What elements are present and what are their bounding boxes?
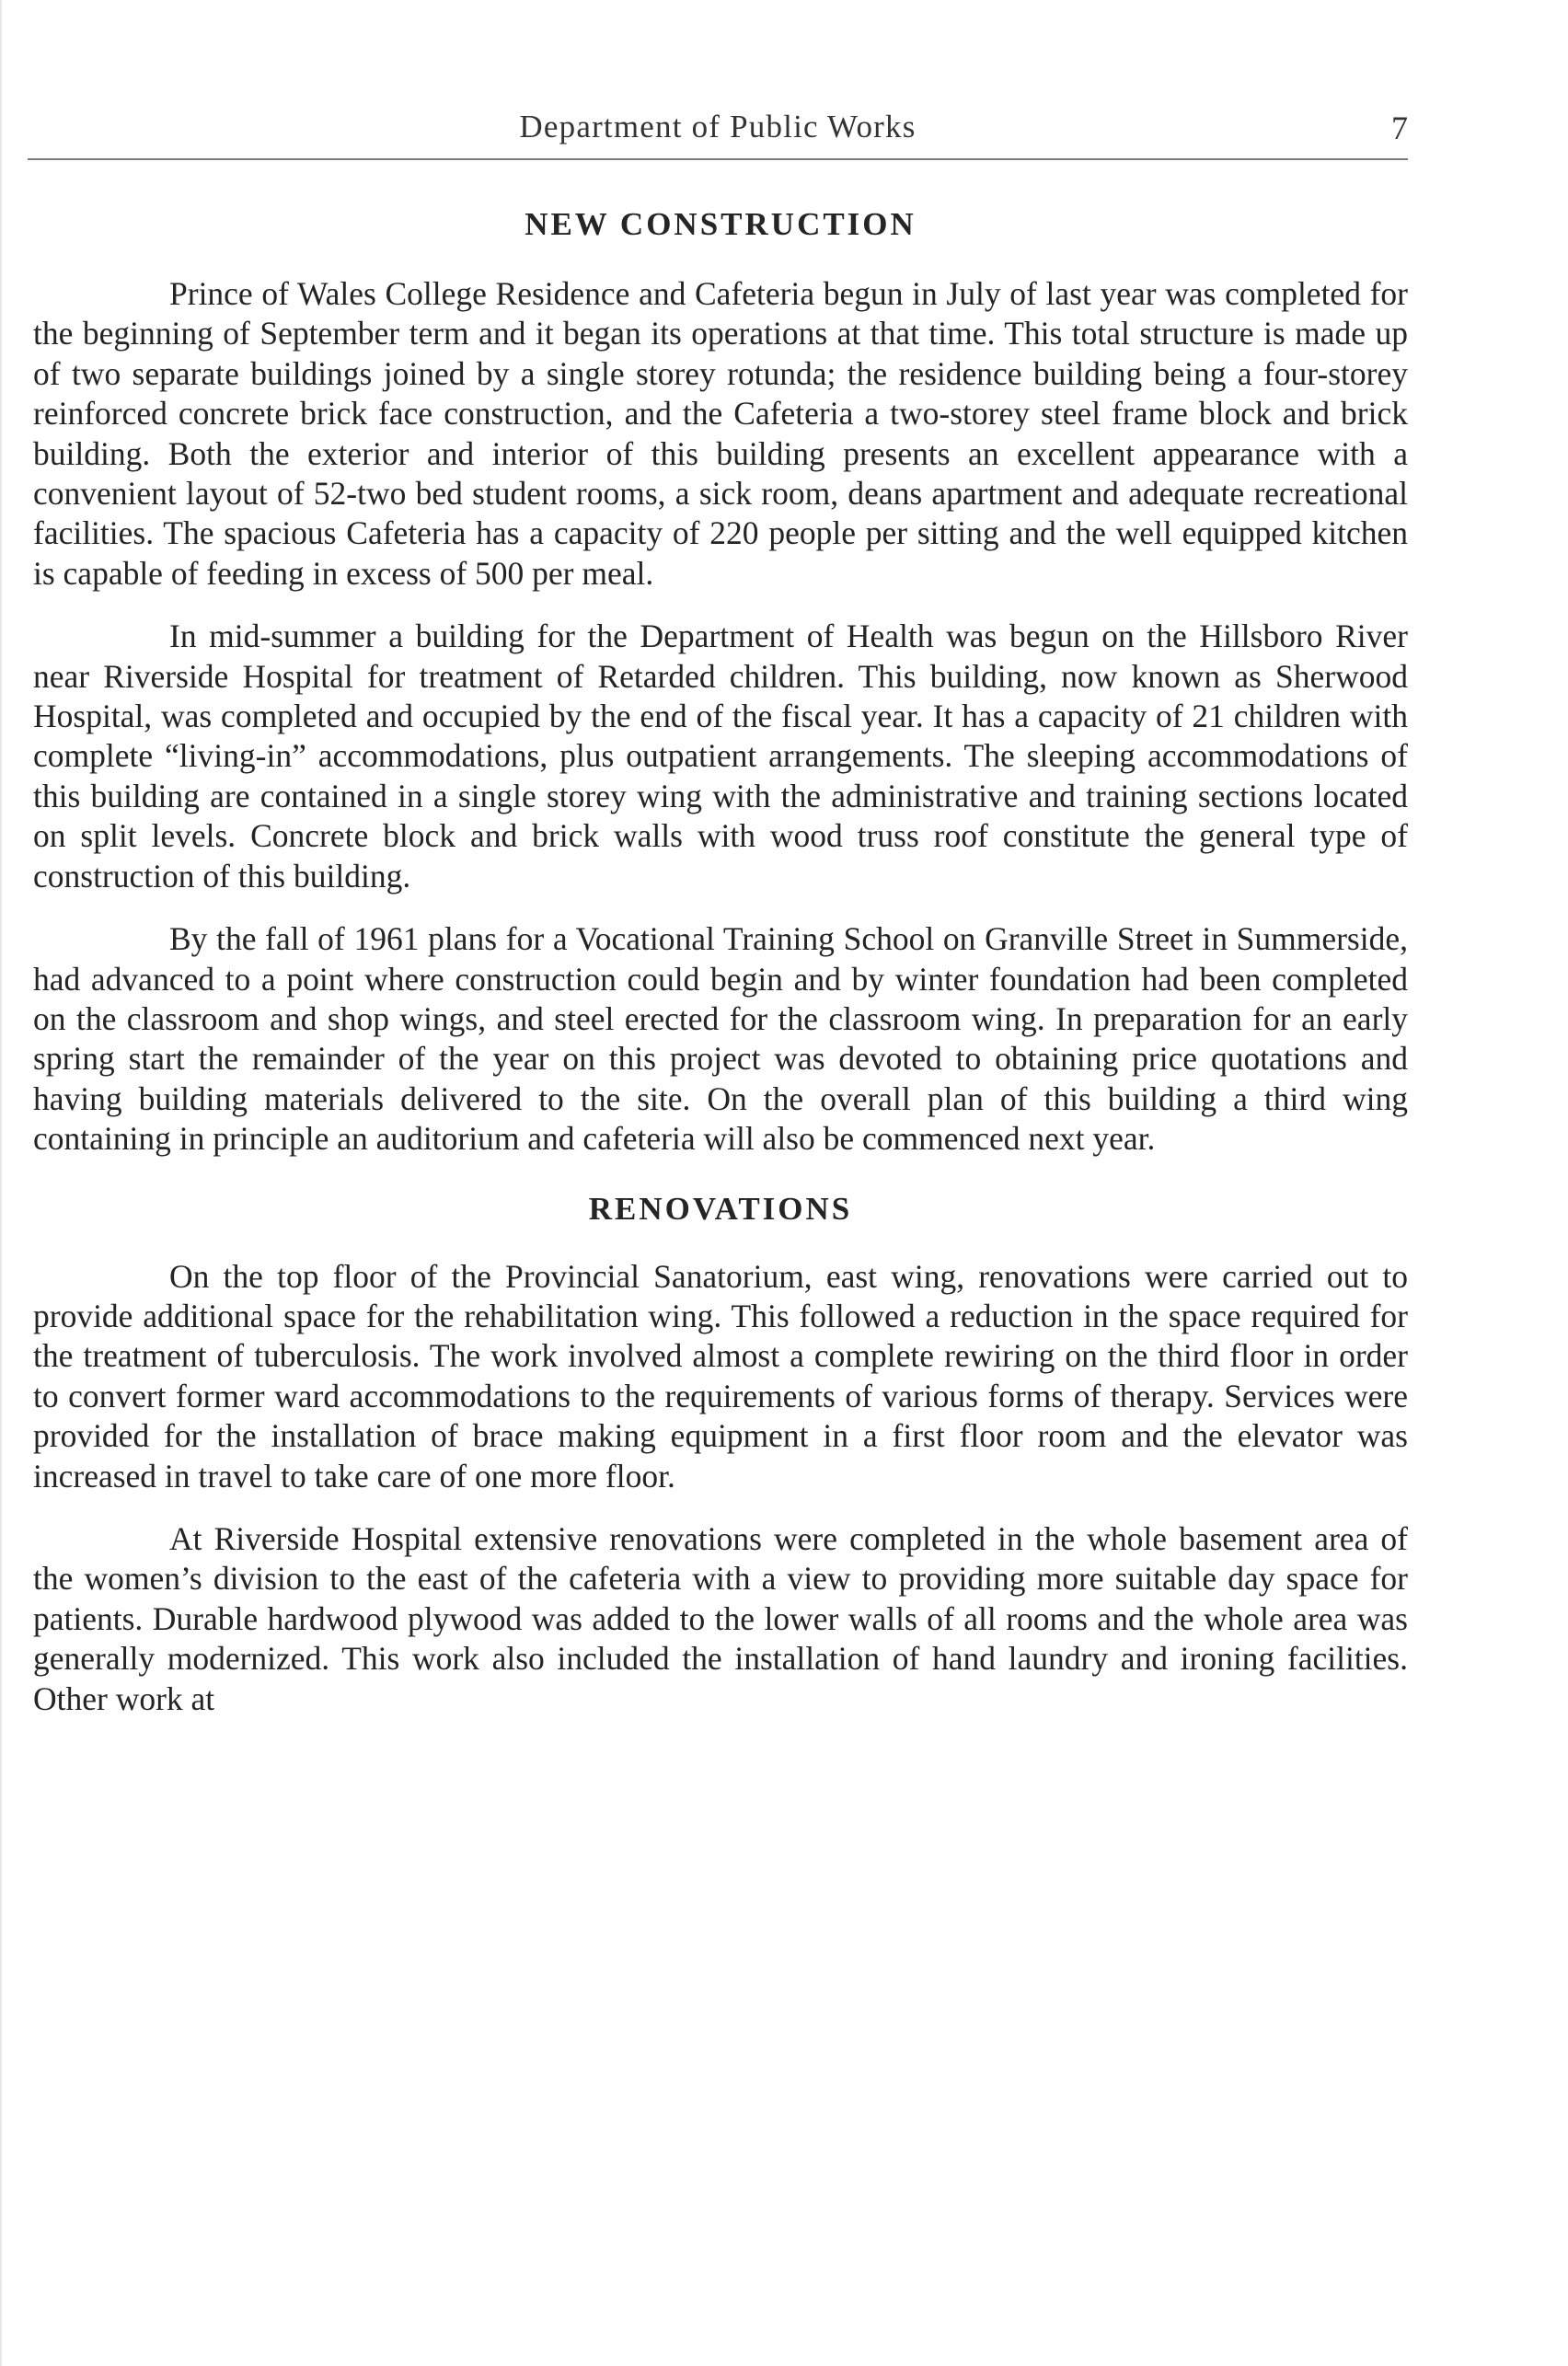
section-renovations <box>33 1191 1408 1719</box>
section-heading-new-construction: NEW CONSTRUCTION <box>525 206 917 242</box>
paragraph: On the top floor of the Provincial Sanatorium, east wing, renovations were carried out to provide additional space for the rehabilitation wing. This followed a reduction in the space required for the treatment of tuberculosis. The work involved almost a complete rewiring on the third floor in order to convert former ward accommodations to the requirements of various forms of therapy. Services were provided for the installation of brace making equipment in a first floor room and the elevator was increased in travel to take care of one more floor. <box>33 1257 1408 1495</box>
paragraph: Prince of Wales College Residence and Cafeteria begun in July of last year was completed for the beginning of September term and it began its operations at that time. This total structure is made up of two separate buildings joined by a single storey rotunda; the residence building being a four-storey reinforced concrete brick face construction, and the Cafeteria a two-storey steel frame block and brick building. Both the exterior and interior of this building presents an excellent appearance with a convenient layout of 52-two bed student rooms, a sick room, deans apartment and adequate recreational facilities. The spacious Cafeteria has a capacity of 220 people per sitting and the well equipped kitchen is capable of feeding in excess of 500 per meal. <box>33 275 1408 592</box>
running-title: Department of Public Works <box>519 109 917 144</box>
page-number: 7 <box>1391 110 1408 146</box>
paragraph: In mid-summer a building for the Department of Health was begun on the Hillsboro River near Riverside Hospital for treatment of Retarded children. This building, now known as Sherwood Hospital, was completed and occupied by the end of the fiscal year. It has a capacity of 21 children with complete “living-in” accommodations, plus outpatient arrangements. The sleeping accommodations of this building are contained in a single storey wing with the administrative and training sections located on split levels. Concrete block and brick walls with wood truss roof constitute the general type of construction of this building. <box>33 617 1408 894</box>
header-rule <box>28 158 1408 160</box>
scan-edge-shadow <box>0 0 2 2366</box>
running-header <box>28 109 1408 158</box>
section-new-construction <box>33 206 1408 1160</box>
page-content <box>33 206 1408 1719</box>
paragraph: At Riverside Hospital extensive renovations were completed in the whole basement area of the women’s division to the east of the cafeteria with a view to providing more suitable day space for patients. Durable hardwood plywood was added to the lower walls of all rooms and the whole area was generally modernized. This work also included the installation of hand laundry and ironing facilities. Other work at <box>33 1519 1408 1717</box>
section-heading-renovations: RENOVATIONS <box>588 1190 853 1227</box>
paragraph: By the fall of 1961 plans for a Vocational Training School on Granville Street in Summerside, had advanced to a point where construction could begin and by winter foundation had been completed on the classroom and shop wings, and steel erected for the classroom wing. In preparation for an early spring start the remainder of the year on this project was devoted to obtaining price quotations and having building materials delivered to the site. On the overall plan of this building a third wing containing in principle an auditorium and cafeteria will also be commenced next year. <box>33 920 1408 1158</box>
